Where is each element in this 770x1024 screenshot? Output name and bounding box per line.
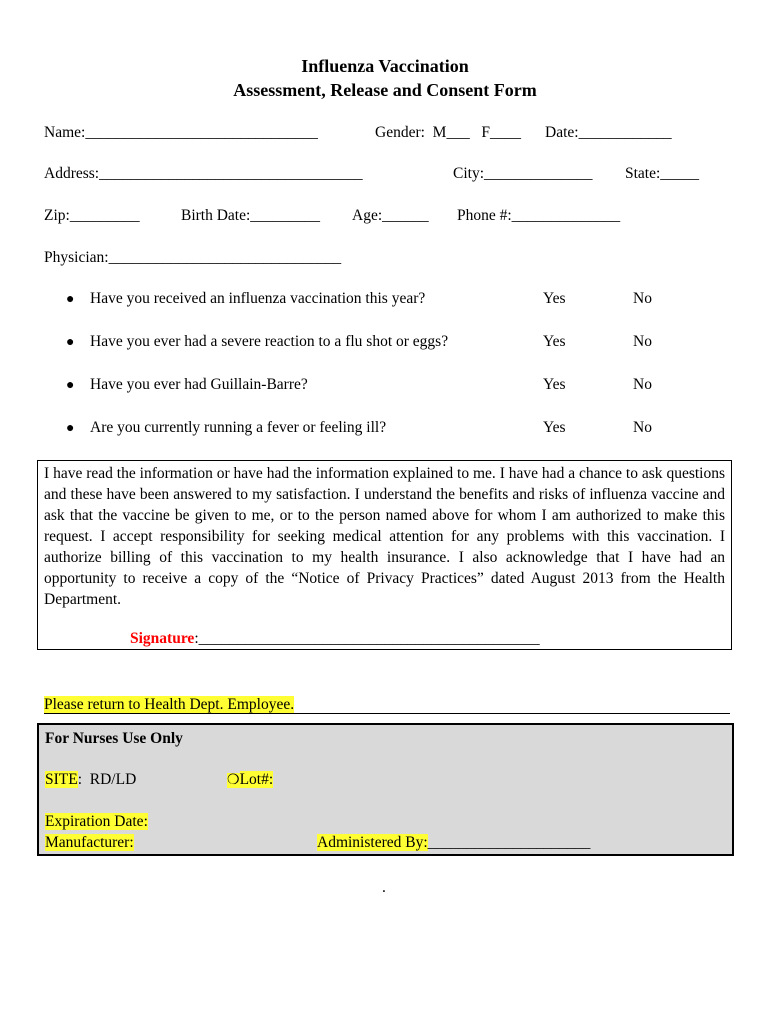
expiration-label: Expiration Date: xyxy=(45,813,148,830)
lot-row[interactable] xyxy=(227,772,273,788)
answer-yes[interactable]: Yes xyxy=(543,419,566,436)
address-field[interactable]: Address:__________________________________ xyxy=(44,165,363,182)
question-text: Have you ever had a severe reaction to a flu shot or eggs? xyxy=(90,333,449,350)
gender-field[interactable]: Gender: M___ F____ xyxy=(375,124,521,141)
bullet-icon: ● xyxy=(66,378,75,393)
answer-no[interactable]: No xyxy=(633,290,652,307)
manufacturer-row[interactable] xyxy=(45,835,134,851)
site-label: SITE xyxy=(45,771,78,788)
administered-line[interactable]: _____________________ xyxy=(427,834,591,851)
answer-no[interactable]: No xyxy=(633,419,652,436)
consent-statement: I have read the information or have had the information explained to me. I have had a chance to ask questions and these have been answered to my satisfaction. I understand the benefits and risks of influenza vaccine and ask that the vaccine be given to me, or to the person named above for whom I am authorized to make this request. I accept responsibility for seeking medical attention for any problems with this vaccination. I authorize billing of this vaccination to my health insurance. I also acknowledge that I have had an opportunity to receive a copy of the “Notice of Privacy Practices” dated August 2013 from the Health Department. xyxy=(44,465,725,608)
birth-date-field[interactable]: Birth Date:_________ xyxy=(181,207,321,224)
zip-field[interactable]: Zip:_________ xyxy=(44,207,140,224)
administered-label: Administered By: xyxy=(317,834,428,851)
signature-label: Signature xyxy=(130,630,195,647)
manufacturer-label: Manufacturer: xyxy=(45,834,134,851)
answer-no[interactable]: No xyxy=(633,376,652,393)
answer-yes[interactable]: Yes xyxy=(543,333,566,350)
bullet-icon: ● xyxy=(66,292,75,307)
state-field[interactable]: State:_____ xyxy=(625,165,700,182)
signature-line[interactable]: :____________________________________________ xyxy=(194,630,540,647)
question-text: Have you ever had Guillain-Barre? xyxy=(90,376,308,393)
return-note-text: Please return to Health Dept. Employee. xyxy=(44,696,295,713)
administered-row[interactable] xyxy=(317,835,590,851)
lot-label: Lot#: xyxy=(239,771,274,788)
lot-checkbox-icon[interactable]: ❍ xyxy=(227,773,240,788)
nurses-heading: For Nurses Use Only xyxy=(45,730,183,747)
expiration-row[interactable] xyxy=(45,814,148,830)
divider xyxy=(44,713,730,714)
answer-no[interactable]: No xyxy=(633,333,652,350)
return-note xyxy=(44,697,294,713)
site-value: : RD/LD xyxy=(77,771,137,788)
answer-yes[interactable]: Yes xyxy=(543,290,566,307)
bullet-icon: ● xyxy=(66,335,75,350)
physician-field[interactable]: Physician:______________________________ xyxy=(44,249,342,266)
age-field[interactable]: Age:______ xyxy=(352,207,429,224)
question-text: Have you received an influenza vaccination this year? xyxy=(90,290,426,307)
question-text: Are you currently running a fever or feeling ill? xyxy=(90,419,387,436)
form-title-line2: Assessment, Release and Consent Form xyxy=(233,80,537,100)
bullet-icon: ● xyxy=(66,421,75,436)
name-field[interactable]: Name:______________________________ xyxy=(44,124,318,141)
answer-yes[interactable]: Yes xyxy=(543,376,566,393)
footer-mark: . xyxy=(382,879,386,896)
site-row[interactable] xyxy=(45,772,136,788)
city-field[interactable]: City:______________ xyxy=(453,165,593,182)
phone-field[interactable]: Phone #:______________ xyxy=(457,207,621,224)
signature-row[interactable] xyxy=(130,631,540,647)
form-title-line1: Influenza Vaccination xyxy=(301,56,469,76)
date-field[interactable]: Date:____________ xyxy=(545,124,672,141)
